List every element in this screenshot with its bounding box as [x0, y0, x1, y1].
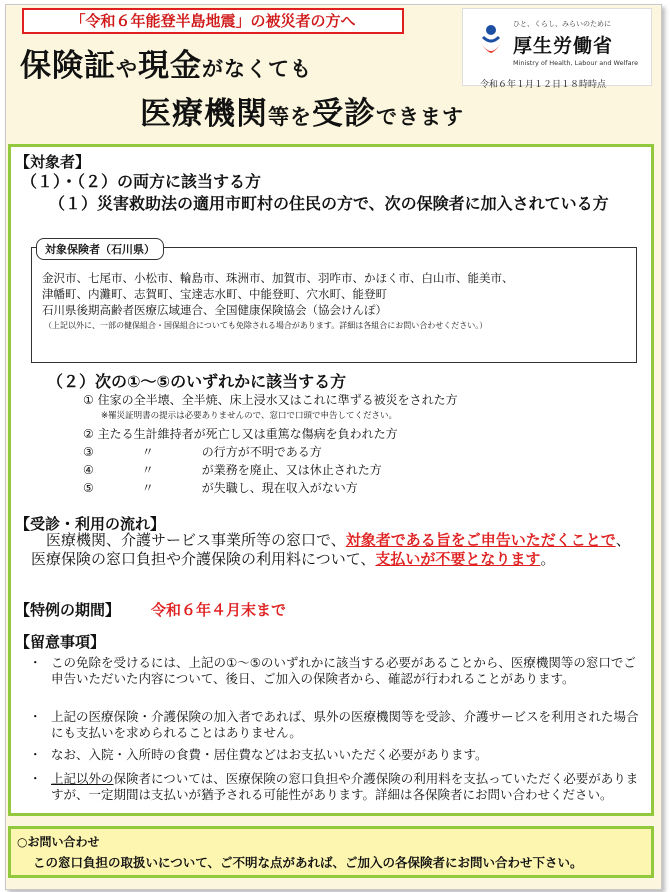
target-heading: 【対象者】 [15, 153, 91, 171]
headline-part: 現金 [138, 48, 202, 84]
insurer-line: 石川県後期高齢者医療広域連合、全国健康保険協会（協会けんぽ） [42, 303, 387, 317]
insurer-note: （上記以外に、一部の健保組合・国保組合についても免除される場合があります。詳細は各組合にお問い合わせください。） [44, 321, 488, 330]
headline-line2 [140, 88, 464, 133]
condition-1-heading: （１）災害救助法の適用市町村の住民の方で、次の保険者に加入されている方 [49, 194, 609, 213]
logo-name: 厚生労働省 [513, 35, 614, 57]
note-item [29, 747, 641, 763]
condition-item: ② 主たる生計維持者が死亡し又は重篤な傷病を負われた方 [83, 427, 398, 441]
condition-item: ⑤ 〃 が失職し、現在収入がない方 [83, 481, 358, 495]
contact-box [8, 826, 654, 878]
bullet-mark: ・ [29, 747, 42, 762]
period-value: 令和６年４月末まで [151, 601, 287, 619]
logo-english: Ministry of Health, Labour and Welfare [513, 59, 639, 67]
headline-part: できます [376, 105, 464, 129]
headline-part: 保険証 [20, 48, 116, 84]
headline-part: や [116, 57, 138, 81]
as-of-date: 令和６年１月１２日１８時時点 [480, 80, 607, 90]
note-item [29, 709, 641, 741]
flow-text-c: 、医療保険の窓口負担や介護保険の利用料について、 [31, 531, 631, 568]
contact-title: ○お問い合わせ [17, 835, 100, 849]
bullet-mark: ・ [29, 771, 42, 786]
mhlw-logo [462, 8, 652, 86]
insurer-tab: 対象保険者（石川県） [36, 238, 164, 260]
bullet-mark: ・ [29, 655, 42, 670]
headline-line1 [20, 40, 312, 85]
mhlw-logo-icon [475, 23, 507, 63]
period-heading: 【特例の期間】 [15, 601, 121, 619]
flow-emphasis-2: 支払いが不要となります [375, 550, 541, 568]
flow-emphasis-1: 対象者である旨をご申告いただくことで [345, 531, 616, 549]
insurer-line: 金沢市、七尾市、小松市、輪島市、珠洲市、加賀市、羽咋市、かほく市、白山市、能美市、 [42, 271, 514, 285]
note-text: なお、入院・入所時の食費・居住費などはお支払いいただく必要があります。 [51, 747, 488, 762]
headline-part: 受診 [312, 96, 376, 132]
note-text: この免除を受けるには、上記の①～⑤のいずれかに該当する必要があることから、医療機関等の窓口でご申告いただいた内容について、後日、ご加入の保険者から、確認が行われることがあります。 [51, 655, 636, 686]
note-item [29, 771, 641, 803]
bullet-mark: ・ [29, 709, 42, 724]
note-underline: 上記以外の [51, 771, 114, 786]
flow-text-e: 。 [540, 550, 556, 568]
headline-part: 医療機関 [140, 96, 268, 132]
headline-part: 等を [268, 105, 312, 129]
insurer-box [31, 243, 637, 363]
insurer-line: 津幡町、内灘町、志賀町、宝達志水町、中能登町、穴水町、能登町 [42, 287, 387, 301]
condition-note: ※罹災証明書の提示は必要ありませんので、窓口で口頭で申告してください。 [101, 411, 397, 421]
note-item [29, 655, 641, 687]
flow-heading: 【受診・利用の流れ】 [15, 515, 166, 533]
contact-body: この窓口負担の取扱いについて、ご不明な点があれば、ご加入の各保険者にお問い合わせ下さい。 [33, 855, 583, 870]
note-text-rest: 保険者については、医療保険の窓口負担や介護保険の利用料を支払っていただく必要がありますが、一定期間は支払いが猶予される可能性があります。詳細は各保険者にお問い合わせください。 [51, 771, 639, 802]
notes-heading: 【留意事項】 [15, 633, 106, 651]
flow-text-a: 医療機関、介護サービス事業所等の窓口で、 [46, 531, 346, 549]
condition-2-heading: （２）次の①～⑤のいずれかに該当する方 [47, 372, 347, 391]
disaster-label: 「令和６年能登半島地震」の被災者の方へ [22, 8, 404, 34]
logo-tagline: ひと、くらし、みらいのために [513, 20, 611, 28]
main-content-box [8, 144, 654, 816]
target-both: （１）・（２）の両方に該当する方 [21, 172, 262, 191]
flow-text [31, 531, 643, 569]
headline-part: がなくても [202, 57, 312, 81]
condition-item: ③ 〃 の行方が不明である方 [83, 445, 322, 459]
note-text [29, 771, 641, 803]
note-text: 上記の医療保険・介護保険の加入者であれば、県外の医療機関等を受診、介護サービスを利用された場合にも支払いを求められることはありません。 [51, 709, 639, 740]
condition-item: ① 住家の全半壊、全半焼、床上浸水又はこれに準ずる被災をされた方 [83, 393, 458, 407]
condition-item: ④ 〃 が業務を廃止、又は休止された方 [83, 463, 382, 477]
